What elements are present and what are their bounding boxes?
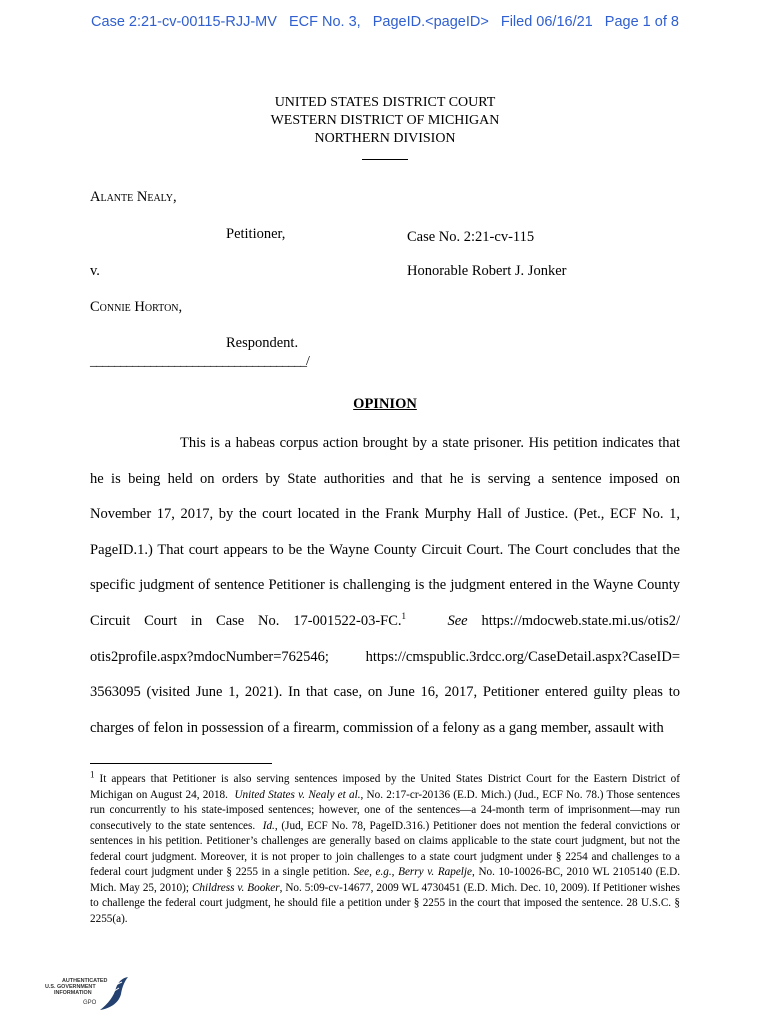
petitioner-name: Alante Nealy,	[90, 189, 177, 205]
footnote-citation: See, e.g., Berry v. Rapelje	[353, 866, 472, 878]
footnote-text: , No. 10-10026-BC, 2010 WL 2105140 (E.D. Mich. May 25, 2010);	[90, 866, 681, 894]
seal-text-line1: AUTHENTICATED	[62, 978, 108, 984]
page-count-stamp: Page 1 of 8	[604, 14, 679, 30]
ecf-header-stamp	[0, 14, 770, 30]
versus: v.	[90, 263, 100, 279]
case-number-stamp: Case 2:21-cv-00115-RJJ-MV	[91, 14, 277, 30]
footnote-citation: Childress v. Booker	[191, 881, 280, 894]
petitioner-role: Petitioner,	[226, 226, 286, 242]
opinion-paragraph	[90, 426, 680, 746]
paragraph-text-a: This is a habeas corpus action brought by a state prisoner. His petition indicates that he is being held on orders by State authorities and that he is serving a sentence imposed on November 17, 2017, by the court located in the Frank Murphy Hall of Justice. (Pet., ECF No. 1, PageID.1.) That court appears to be the Wayne County Circuit Court. The Court concludes that the specific judgment of sentence Petitioner is challenging is the judgment entered in the Wayne County Circuit Court in Case No. 17-001522-03-FC.	[90, 435, 680, 629]
footnote-reference: 1	[401, 611, 407, 622]
ecf-number-stamp: ECF No. 3,	[288, 14, 361, 30]
seal-text-line2: U.S. GOVERNMENT	[45, 984, 96, 990]
footnote-marker: 1	[90, 769, 95, 780]
caption-signature-line: ____________________________________/	[90, 354, 309, 369]
respondent-role: Respondent.	[226, 335, 299, 351]
footnote-separator	[90, 763, 272, 764]
footnote-citation: Id.	[262, 819, 275, 832]
footnote-text: It appears that Petitioner is also serving sentences imposed by the United States District Court for the Eastern District of Michigan on August 24, 2018.	[90, 773, 681, 801]
case-number: Case No. 2:21-cv-115	[407, 229, 535, 245]
footnote-1	[90, 769, 681, 927]
seal-text-gpo: GPO	[83, 1000, 97, 1006]
court-district: WESTERN DISTRICT OF MICHIGAN	[270, 113, 500, 128]
paragraph-text-b: https://mdocweb.state.mi.us/otis2/ otis2profile.aspx?mdocNumber=762546; https://cmspublic.3rdcc.org/CaseDetail.aspx?CaseID= 3563095 (visited June 1, 2021). In that case, on June 16, 2017, Petitioner entered guilty pleas to charges of felon in possession of a firearm, commission of a felony as a gang member, assault with	[90, 612, 681, 736]
footnote-citation: United States v. Nealy et al.	[234, 788, 361, 801]
document-title: OPINION	[353, 396, 417, 412]
see-signal: See	[447, 612, 468, 629]
seal-text-line3: INFORMATION	[54, 990, 92, 996]
respondent-name: Connie Horton,	[90, 299, 183, 315]
opinion-body	[90, 426, 680, 746]
pageid-stamp: PageID.<pageID>	[372, 14, 489, 30]
court-name: UNITED STATES DISTRICT COURT	[274, 95, 496, 110]
footnote-text: , No. 2:17-cr-20136 (E.D. Mich.) (Jud., ECF No. 78.) Those sentences run concurrently to his state-imposed sentences; however, one of the sentences—a 24-month term of imprisonment—may run consecutively to the state sentences.	[90, 788, 680, 832]
filed-date-stamp: Filed 06/16/21	[500, 14, 593, 30]
footnote-text: , No. 5:09-cv-14677, 2009 WL 4730451 (E.D. Mich. Dec. 10, 2009). If Petitioner wishes to challenge the federal court judgment, he should file a petition under § 2255 in the court that imposed the sentence. 28 U.S.C. § 2255(a).	[90, 881, 681, 925]
court-division: NORTHERN DIVISION	[314, 131, 456, 146]
heading-divider	[362, 153, 408, 160]
gpo-authentication-seal	[42, 974, 134, 1018]
court-heading	[0, 94, 770, 166]
judge-name: Honorable Robert J. Jonker	[407, 263, 567, 279]
footnote-text: , (Jud, ECF No. 78, PageID.316.) Petitioner does not mention the federal convictions or sentences in his petition. Petitioner’s challenges are generally based on claims applicable to the state court judgment, but not the federal court judgment. Moreover, it is not proper to join challenges to a state court judgment under § 2254 and challenges to a federal court judgment under § 2255 in a single petition.	[90, 819, 681, 878]
